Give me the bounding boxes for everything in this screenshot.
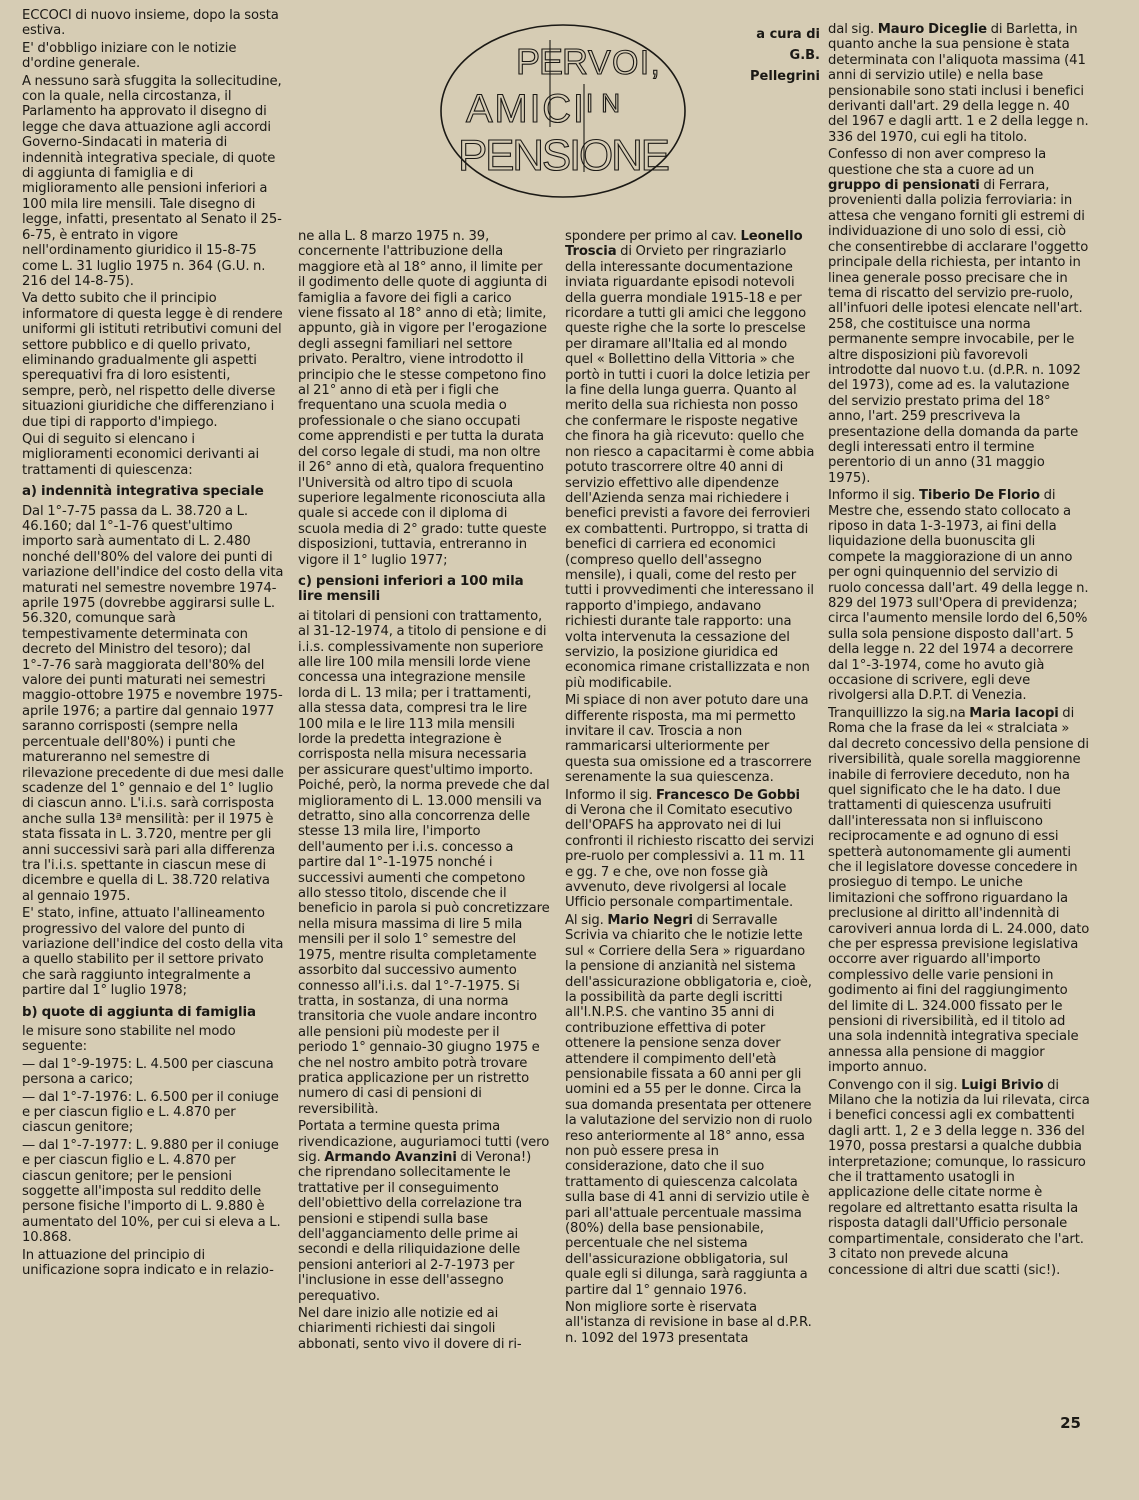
reader-name: Francesco De Gobbi	[655, 787, 800, 803]
page-number: 25	[1060, 1414, 1081, 1432]
reader-name: Luigi Brivio	[961, 1077, 1044, 1093]
logo-word-voi: VOI,	[588, 44, 660, 82]
reader-name: gruppo di pensionati	[828, 178, 980, 194]
paragraph: A nessuno sarà sfuggita la sollecitudine, con la quale, nella circostanza, il Parlamento ha approvato il disegno di legge che dava attuazione agli accordi Governo-Sindacati in materia di indennità integrativa speciale, di quote di aggiunta di famiglia e di miglioramento alle pensioni inferiori a 100 mila lire mensili. Tale disegno di legge, infatti, presentato al Senato il 25-6-75, è entrato in vigore nell'ordinamento giuridico il 15-8-75 come L. 31 luglio 1975 n. 364 (G.U. n. 216 del 14-8-75).	[22, 73, 282, 289]
paragraph: In attuazione del principio di unificazione sopra indicato e in relazio-	[22, 1247, 274, 1279]
paragraph: Tranquillizzo la sig.na Maria Iacopi di Roma che la frase da lei « stralciata » dal decreto concessivo della pensione di riversibilità, quale sorella maggiorenne inabile di ferroviere deceduto, non ha quel significato che le ha dato. I due trattamenti di quiescenza usufruiti dall'interessata non si influiscono reciprocamente e ad ognuno di essi spetterà autonomamente gli aumenti che il legislatore dovesse concedere in prosieguo di tempo. Le uniche limitazioni che soffrono riguardano la preclusione al diritto all'indennità di caroviveri annua lorda di L. 24.000, dato che per espressa previsione legislativa occorre aver riguardo all'importo complessivo delle varie pensioni in godimento ai fini del raggiungimento del limite di L. 324.000 fissato per le pensioni di riversibilità, ed il titolo ad una sola indennità integrativa speciale annessa alla pensione di maggior importo annuo.	[828, 705, 1090, 1076]
paragraph: E' d'obbligo iniziare con le notizie d'ordine generale.	[22, 40, 237, 72]
curator-credit	[718, 24, 820, 87]
column-logo	[438, 22, 688, 200]
paragraph: Va detto subito che il principio informatore di questa legge è di rendere uniformi gli istituti retributivi comuni del settore pubblico e di quello privato, eliminando gradualmente gli aspetti sperequativi fra di loro esistenti, sempre, però, nel rispetto delle diverse situazioni giuridiche che differenziano i due tipi di rapporto d'impiego.	[22, 291, 283, 430]
paragraph: ai titolari di pensioni con trattamento, al 31-12-1974, a titolo di pensione e di i.i.s. complessivamente non superiore alle lire 100 mila mensili lorde viene concessa una integrazione mensile lorda di L. 13 mila; per i trattamenti, alla stessa data, compresi tra le lire 100 mila e le lire 113 mila mensili lorde la predetta integrazione è corrisposta nella misura necessaria per assicurare quest'ultimo importo. Poiché, però, la norma prevede che dal miglioramento di L. 13.000 mensili va detratto, sino alla concorrenza delle stesse 13 mila lire, l'importo dell'aumento per i.i.s. concesso a partire dal 1°-1-1975 nonché i successivi aumenti che competono allo stesso titolo, discende che il beneficio in parola si può concretizzare nella misura massima di lire 5 mila mensili per il solo 1° semestre del 1975, mentre risulta completamente assorbito dal successivo aumento connesso all'i.i.s. dal 1°-7-1975. Si tratta, in sostanza, di una norma transitoria che vuole andare incontro alle pensioni più modeste per il periodo 1° gennaio-30 giugno 1975 e che nel nostro ambito potrà trovare pratica applicazione per un ristretto numero di casi di pensioni di reversibilità.	[298, 608, 550, 1117]
reader-name: Tiberio De Florio	[918, 488, 1040, 504]
curator-label: a cura di	[756, 27, 820, 42]
paragraph: Informo il sig. Francesco De Gobbi di Verona che il Comitato esecutivo dell'OPAFS ha approvato nei di lui confronti il richiesto riscatto dei servizi pre-ruolo per complessivi a. 11 m. 11 e gg. 7 e che, ove non fosse già avvenuto, deve rivolgersi al locale Ufficio personale compartimentale.	[565, 787, 815, 911]
paragraph: Mi spiace di non aver potuto dare una differente risposta, ma mi permetto invitare il cav. Troscia a non rammaricarsi ulteriormente per questa sua omissione ed a trascorrere serenamente la sua quiescenza.	[565, 693, 812, 786]
list-item: — dal 1°-7-1976: L. 6.500 per il coniuge e per ciascun figlio e L. 4.870 per ciascun genitore;	[22, 1089, 279, 1136]
list-item: — dal 1°-7-1977: L. 9.880 per il coniuge e per ciascun figlio e L. 4.870 per ciascun genitore; per le pensioni soggette all'imposta sul reddito delle persone fisiche l'importo di L. 9.880 è aumentato del 10%, per cui si eleva a L. 10.868.	[22, 1137, 281, 1246]
paragraph: Nel dare inizio alle notizie ed ai chiarimenti richiesti dai singoli abbonati, sento vivo il dovere di ri-	[298, 1306, 522, 1352]
section-heading-a: a) indennità integrativa speciale	[22, 484, 264, 500]
section-heading-c: c) pensioni inferiori a 100 mila lire mensili	[298, 573, 524, 605]
paragraph: Dal 1°-7-75 passa da L. 38.720 a L. 46.160; dal 1°-1-76 quest'ultimo importo sarà aumentato di L. 2.480 nonché dell'80% del valore dei punti di variazione dell'indice del costo della vita maturati nel semestre novembre 1974-aprile 1975 (dovrebbe aggirarsi sulle L. 56.320, comunque sarà tempestivamente determinata con decreto del Ministro del tesoro); dal 1°-7-76 sarà maggiorata dell'80% del valore dei punti maturati nei semestri maggio-ottobre 1975 e novembre 1975-aprile 1976; a partire dal gennaio 1977 saranno corrisposti (sempre nella percentuale dell'80%) i punti che matureranno nel semestre di rilevazione precedente di due mesi dalle scadenze del 1° gennaio e del 1° luglio di ciascun anno. L'i.i.s. sarà corrisposta anche sulla 13ª mensilità: per il 1975 è stata fissata in L. 3.720, mentre per gli anni successivi sarà pari alla differenza tra l'i.i.s. spettante in ciascun mese di dicembre e quella di L. 38.720 relativa al gennaio 1975.	[22, 503, 284, 904]
paragraph: le misure sono stabilite nel modo seguente:	[22, 1024, 236, 1055]
article-column-4	[828, 22, 1090, 1452]
reader-name: Armando Avanzini	[324, 1149, 457, 1165]
show-through-text	[770, 150, 779, 180]
reader-name: Maria Iacopi	[969, 705, 1059, 721]
paragraph: E' stato, infine, attuato l'allineamento progressivo del valore del punto di variazione dell'indice del costo della vita a quello stabilito per il settore privato che sarà raggiunto integralmente a partire dal 1° luglio 1978;	[22, 906, 284, 999]
logo-word-in: IN	[586, 88, 620, 118]
logo-word-amici: AMICI	[466, 87, 584, 131]
paragraph: Non migliore sorte è riservata all'istanza di revisione in base al d.P.R. n. 1092 del 1973 presentata	[565, 1300, 812, 1346]
reader-name: Leonello Troscia	[565, 229, 803, 260]
paragraph: ECCOCI di nuovo insieme, dopo la sosta estiva.	[22, 8, 279, 39]
paragraph: ne alla L. 8 marzo 1975 n. 39, concernente l'attribuzione della maggiore età al 18° anno, il limite per il godimento delle quote di aggiunta di famiglia a favore dei figli a carico viene fissato al 18° anno di età; limite, appunto, già in vigore per l'erogazione degli assegni familiari nel settore privato. Peraltro, viene introdotto il principio che le stesse competono fino al 21° anno di età per i figli che frequentano una scuola media o professionale o che siano occupati come apprendisti e per tutta la durata del corso legale di studi, ma non oltre il 26° anno di età, qualora frequentino l'Università od altro tipo di scuola superiore legalmente riconosciuta alla quale si accede con il diploma di scuola media di 2° grado: tutte queste disposizioni, tuttavia, entreranno in vigore il 1° luglio 1977;	[298, 229, 548, 568]
paragraph: Portata a termine questa prima rivendicazione, auguriamoci tutti (vero sig. Armando Avanzini di Verona!) che riprendano sollecitamente le trattative per il conseguimento dell'obiettivo della correlazione tra pensioni e stipendi sulla base dell'agganciamento delle prime ai secondi e della riliquidazione delle pensioni anteriori al 2-7-1973 per l'inclusione in esse dell'assegno perequativo.	[298, 1119, 550, 1304]
article-column-2	[298, 229, 550, 1459]
paragraph: Convengo con il sig. Luigi Brivio di Milano che la notizia da lui rilevata, circa i benefici concessi agli ex combattenti dagli artt. 1, 2 e 3 della legge n. 336 del 1970, possa prestarsi a qualche dubbia interpretazione; comunque, lo rassicuro che il trattamento usatogli in applicazione delle citate norme è regolare ed altrettanto esatta risulta la risposta datagli dall'Ufficio personale compartimentale, considerato che l'art. 3 citato non prevede alcuna concessione di altri due scatti (sic!).	[828, 1077, 1090, 1278]
section-heading-b: b) quote di aggiunta di famiglia	[22, 1004, 256, 1020]
paragraph: Al sig. Mario Negri di Serravalle Scrivia va chiarito che le notizie lette sul « Corriere della Sera » riguardano la pensione di anzianità nel sistema dell'assicurazione obbligatoria e, cioè, la possibilità da parte degli iscritti all'I.N.P.S. che vantino 35 anni di contribuzione effettiva di poter ottenere la pensione senza dover attendere il compimento dell'età pensionabile fissata a 60 anni per gli uomini ed a 55 per le donne. Circa la sua domanda presentata per ottenere la valutazione del servizio non di ruolo reso anteriormente al 18° anno, essa non può essere presa in considerazione, dato che il suo trattamento di quiescenza calcolata sulla base di 41 anni di servizio utile è pari all'attuale percentuale massima (80%) della base pensionabile, percentuale che nel sistema dell'assicurazione obbligatoria, sul quale egli si dilunga, sarà raggiunta a partire dal 1° gennaio 1976.	[565, 912, 813, 1298]
article-column-3	[565, 229, 815, 1459]
paragraph: Informo il sig. Tiberio De Florio di Mestre che, essendo stato collocato a riposo in data 1-3-1973, ai fini della liquidazione della buonuscita gli compete la maggiorazione di un anno per ogni quinquennio del servizio di ruolo concessa dall'art. 49 della legge n. 829 del 1973 sull'Opera di previdenza; circa l'aumento mensile lordo del 6,50% sulla sola pensione disposto dall'art. 5 della legge n. 22 del 1974 a decorrere dal 1°-3-1974, come ho avuto già occasione di scrivere, egli deve rivolgersi alla D.P.T. di Venezia.	[828, 488, 1089, 704]
paragraph: Qui di seguito si elencano i miglioramenti economici derivanti ai trattamenti di quiescenza:	[22, 431, 260, 478]
list-item: — dal 1°-9-1975: L. 4.500 per ciascuna persona a carico;	[22, 1056, 274, 1088]
reader-name: Mauro Diceglie	[877, 22, 988, 37]
curator-name: G.B. Pellegrini	[750, 48, 820, 84]
article-column-1	[22, 8, 284, 1448]
logo-word-per: PER	[516, 41, 588, 82]
paragraph: spondere per primo al cav. Leonello Troscia di Orvieto per ringraziarlo della interessante documentazione inviata riguardante episodi notevoli della guerra mondiale 1915-18 e per ricordare a tutti gli amici che leggono queste righe che la sorte lo prescelse per diramare all'Italia ed al mondo quel « Bollettino della Vittoria » che portò in tutti i cuori la dolce letizia per la fine della lunga guerra. Quanto al merito della sua richiesta non posso che confermare le risposte negative che finora ha già ricevuto: quello che non riesco a capacitarmi è come abbia potuto trascorrere oltre 40 anni di servizio effettivo alle dipendenze dell'Azienda senza mai richiedere i benefici previsti a favore dei ferrovieri ex combattenti. Purtroppo, si tratta di benefici di carriera ed economici (compreso quello dell'assegno mensile), i quali, come del resto per tutti i provvedimenti che interessano il rapporto d'impiego, andavano richiesti durante tale rapporto: una volta intervenuta la cessazione del servizio, la posizione giuridica ed economica rimane cristallizzata e non più modificabile.	[565, 229, 815, 691]
reader-name: Mario Negri	[607, 912, 693, 928]
logo-word-pensione: PENSIONE	[458, 131, 670, 180]
paragraph: Confesso di non aver compreso la questione che sta a cuore ad un gruppo di pensionati di Ferrara, provenienti dalla polizia ferroviaria: in attesa che vengano forniti gli estremi di individuazione di uno solo di essi, ciò che consentirebbe di acclarare l'oggetto principale della richiesta, per intanto in linea generale posso precisare che in tema di riscatto del servizio pre-ruolo, all'infuori delle ipotesi elencate nell'art. 258, che costituisce una norma permanente sempre invocabile, per le altre disposizioni più favorevoli introdotte dal nuovo t.u. (d.P.R. n. 1092 del 1973), come ad es. la valutazione del servizio prestato prima del 18° anno, l'art. 259 prescriveva la presentazione della domanda da parte degli interessati entro il termine perentorio di un anno (31 maggio 1975).	[828, 147, 1089, 486]
paragraph: dal sig. Mauro Diceglie di Barletta, in quanto anche la sua pensione è stata determinata con l'aliquota massima (41 anni di servizio utile) e nella base pensionabile sono stati inclusi i benefici derivanti dall'art. 29 della legge n. 40 del 1967 e dagli artt. 1 e 2 della legge n. 336 del 1970, cui egli ha titolo.	[828, 22, 1089, 145]
